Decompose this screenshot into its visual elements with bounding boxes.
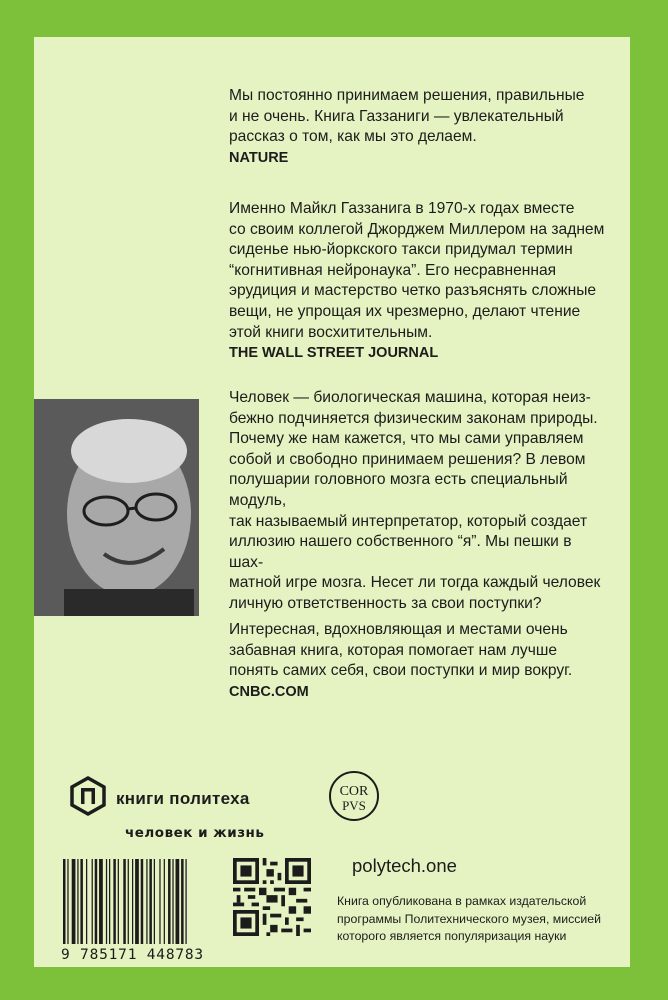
qr-code (233, 858, 311, 941)
barcode-bar (63, 859, 66, 944)
barcode-bar (181, 859, 184, 944)
quote-source: THE WALL STREET JOURNAL (229, 345, 439, 362)
author-photo (34, 399, 199, 616)
barcode-bar (176, 859, 180, 944)
barcode-bar (80, 859, 83, 944)
isbn-number: 9 785171 448783 (61, 947, 204, 963)
barcode-bar (109, 859, 110, 944)
barcode-bar (95, 859, 98, 944)
barcode-bar (185, 859, 186, 944)
barcode-bar (67, 859, 68, 944)
publisher-series: человек и жизнь (125, 825, 265, 841)
quote-line: личную ответственность за свои поступки? (229, 594, 542, 612)
barcode-bar (159, 859, 160, 944)
barcode-bar (172, 859, 173, 944)
barcode-bar (154, 859, 155, 944)
publisher-name: книги политеха (116, 788, 250, 808)
barcode-bar (128, 859, 129, 944)
quote-line: понять самих себя, свои поступки и мир вокруг. (229, 662, 573, 680)
polytech-hexagon-icon (70, 776, 106, 821)
barcode-bar (123, 859, 126, 944)
quote-line: полушарии головного мозга есть специальный модуль, (229, 471, 568, 509)
quote-line: Человек — биологическая машина, которая неиз- (229, 389, 591, 406)
note-line: которого является популяризация науки (337, 929, 567, 943)
barcode-bar (77, 859, 78, 944)
quote-line: иллюзию нашего собственного “я”. Мы пешки в шах- (229, 533, 572, 571)
barcode-bar (132, 859, 133, 944)
website-link[interactable]: polytech.one (352, 855, 457, 876)
quote-line: Интересная, вдохновляющая и местами очень (229, 621, 568, 638)
isbn-barcode (61, 859, 226, 963)
publisher-logo (70, 776, 264, 841)
quote-line: вещи, не упрощая их чрезмерно, делают чтение (229, 302, 581, 320)
barcode-bar (92, 859, 93, 944)
barcode-bar (106, 859, 107, 944)
barcode-bar (146, 859, 147, 944)
barcode-bar (168, 859, 171, 944)
quote-line: сиденье нью-йоркского такси придумал термин (229, 241, 573, 259)
barcode-bar (99, 859, 103, 944)
barcode-bar (135, 859, 139, 944)
quote-line: Почему же нам кажется, что мы сами управляем (229, 430, 584, 448)
barcode-bar (113, 859, 116, 944)
review-wsj (229, 199, 609, 364)
quote-source: CNBC.COM (229, 683, 309, 700)
quote-line: “когнитивная нейронаука”. Его несравненная (229, 261, 557, 279)
quote-line: забавная книга, которая помогает нам лучше (229, 641, 558, 659)
svg-text:COR: COR (339, 784, 369, 799)
book-description (229, 388, 609, 615)
barcode-bar (149, 859, 152, 944)
review-nature (229, 86, 609, 168)
quote-line: Мы постоянно принимаем решения, правильные (229, 87, 585, 104)
barcode-bar (164, 859, 165, 944)
barcode-bar (72, 859, 76, 944)
note-line: Книга опубликована в рамках издательской (337, 894, 587, 908)
quote-line: рассказ о том, как мы это делаем. (229, 128, 477, 146)
barcode-bar (118, 859, 119, 944)
quote-source: NATURE (229, 149, 289, 166)
quote-line: со своим коллегой Джорджем Миллером на заднем (229, 220, 605, 238)
quote-line: Именно Майкл Газзанига в 1970-х годах вместе (229, 200, 575, 217)
quote-line: собой и свободно принимаем решения? В левом (229, 450, 586, 468)
review-cnbc (229, 620, 609, 702)
barcode-bars (61, 859, 226, 944)
svg-text:PVS: PVS (342, 798, 366, 813)
quote-line: так называемый интерпретатор, который создает (229, 512, 588, 530)
back-cover-panel (34, 37, 630, 967)
quote-line: бежно подчиняется физическим законам природы. (229, 409, 598, 427)
publication-note (337, 893, 627, 946)
quote-line: этой книги восхитительным. (229, 323, 433, 341)
quote-line: матной игре мозга. Несет ли тогда каждый человек (229, 574, 601, 592)
corpus-logo (328, 770, 380, 827)
barcode-bar (86, 859, 87, 944)
quote-line: эрудиция и мастерство четко разъяснять сложные (229, 282, 597, 300)
barcode-bar (141, 859, 144, 944)
quote-line: и не очень. Книга Газзаниги — увлекательный (229, 107, 564, 125)
note-line: программы Политехнического музея, миссией (337, 911, 601, 926)
